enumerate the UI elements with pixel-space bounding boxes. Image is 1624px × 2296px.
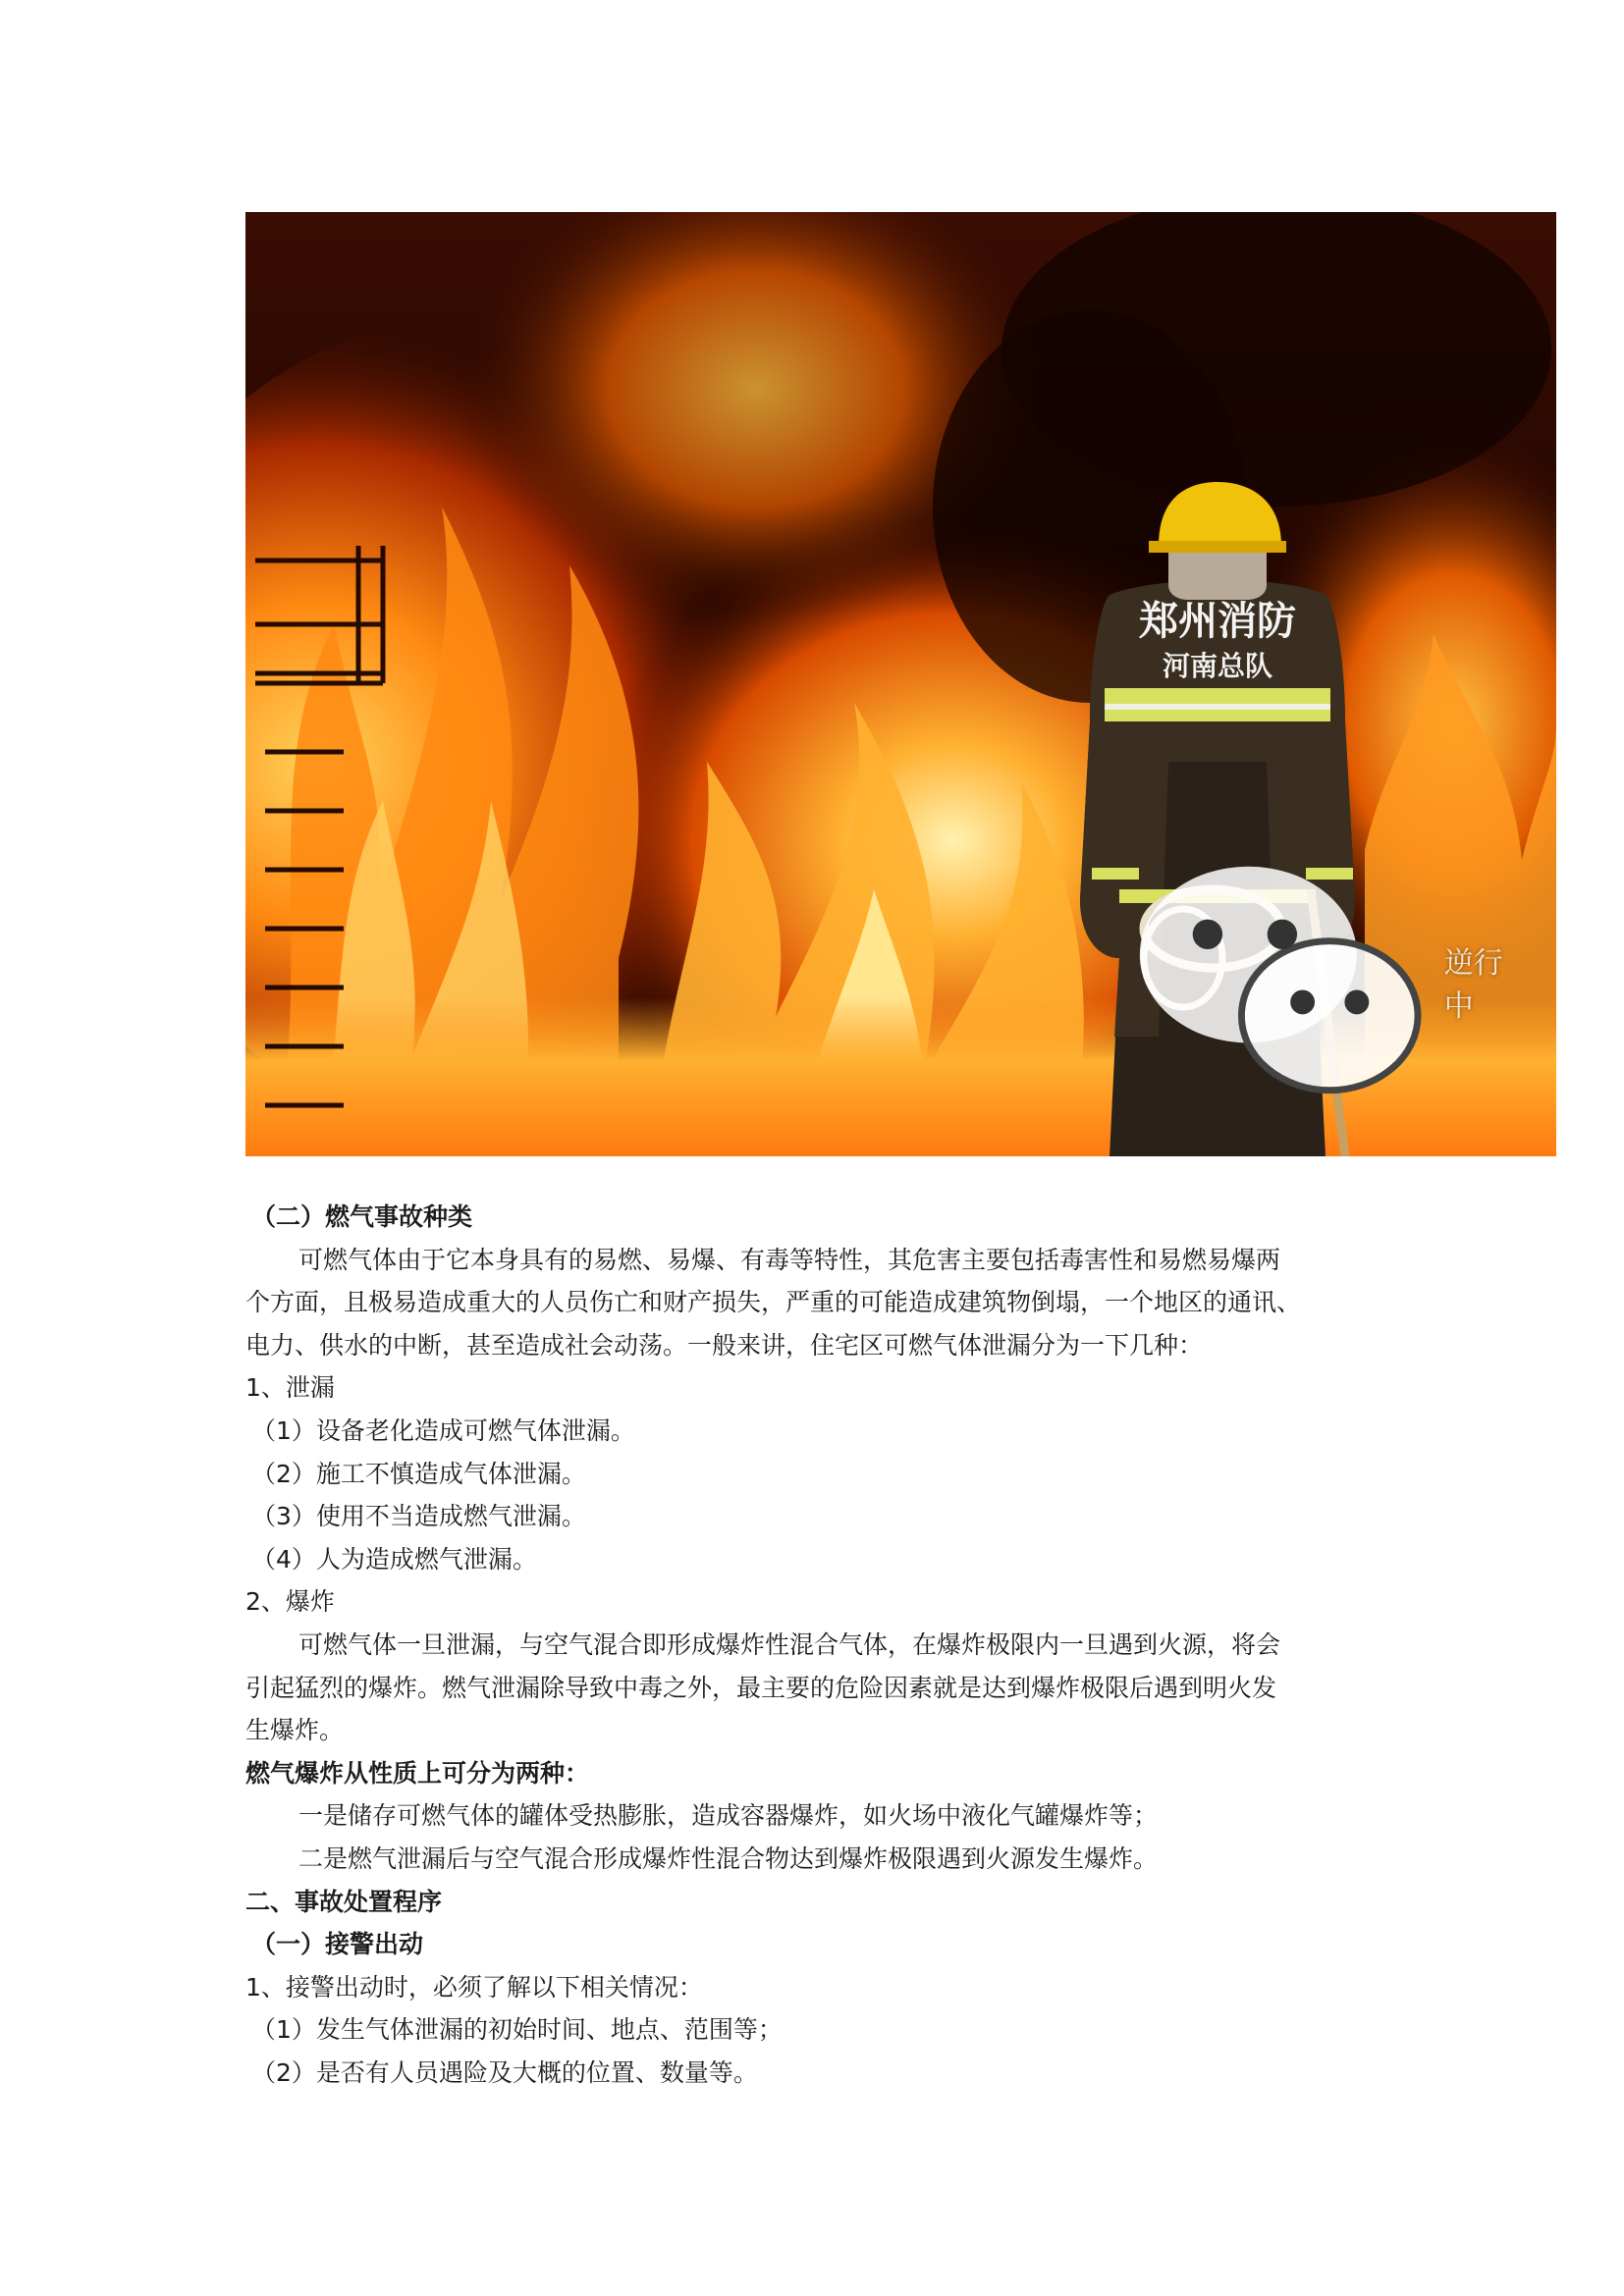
firefighter-photo (245, 212, 1556, 1156)
wechat-icon (1126, 846, 1438, 1117)
paragraph-line: 一是储存可燃气体的罐体受热膨胀，造成容器爆炸，如火场中液化气罐爆炸等； (298, 1801, 1159, 1831)
list-item: （1）设备老化造成可燃气体泄漏。 (251, 1415, 635, 1445)
list-item: （1）发生气体泄漏的初始时间、地点、范围等； (251, 2015, 783, 2045)
paragraph-line: 电力、供水的中断，甚至造成社会动荡。一般来讲，住宅区可燃气体泄漏分为一下几种： (245, 1330, 1204, 1360)
paragraph-line: 1、接警出动时，必须了解以下相关情况： (245, 1972, 703, 2002)
heading-gas-accident-types: （二）燃气事故种类 (251, 1202, 473, 1231)
list-item: （4）人为造成燃气泄漏。 (251, 1544, 537, 1574)
list-item: （2）施工不慎造成气体泄漏。 (251, 1459, 586, 1488)
list-title-explosion: 2、爆炸 (245, 1587, 335, 1617)
paragraph-line: 个方面，且极易造成重大的人员伤亡和财产损失，严重的可能造成建筑物倒塌，一个地区的通讯、 (245, 1288, 1302, 1317)
heading-explosion-types: 燃气爆炸从性质上可分为两种： (245, 1758, 590, 1788)
heading-procedure: 二、事故处置程序 (245, 1887, 443, 1916)
jacket-text-line1: 郑州消防 (1139, 599, 1296, 644)
jacket-text-line2: 河南总队 (1162, 650, 1273, 682)
document-body (245, 1196, 1384, 2094)
paragraph-line: 可燃气体一旦泄漏，与空气混合即形成爆炸性混合气体，在爆炸极限内一旦遇到火源，将会 (298, 1629, 1281, 1659)
heading-dispatch: （一）接警出动 (251, 1930, 424, 1959)
watermark (1126, 846, 1515, 1117)
paragraph-line: 二是燃气泄漏后与空气混合形成爆炸性混合物达到爆炸极限遇到火源发生爆炸。 (298, 1843, 1159, 1873)
list-item: （3）使用不当造成燃气泄漏。 (251, 1502, 586, 1531)
paragraph-line: 生爆炸。 (245, 1716, 345, 1745)
list-title-leak: 1、泄漏 (245, 1373, 335, 1403)
paragraph-line: 引起猛烈的爆炸。燃气泄漏除导致中毒之外，最主要的危险因素就是达到爆炸极限后遇到明火发 (245, 1673, 1277, 1702)
watermark-text: 逆行中 (1443, 945, 1503, 1024)
paragraph-line: 可燃气体由于它本身具有的易燃、易爆、有毒等特性，其危害主要包括毒害性和易燃易爆两 (298, 1245, 1281, 1274)
list-item: （2）是否有人员遇险及大概的位置、数量等。 (251, 2057, 758, 2087)
